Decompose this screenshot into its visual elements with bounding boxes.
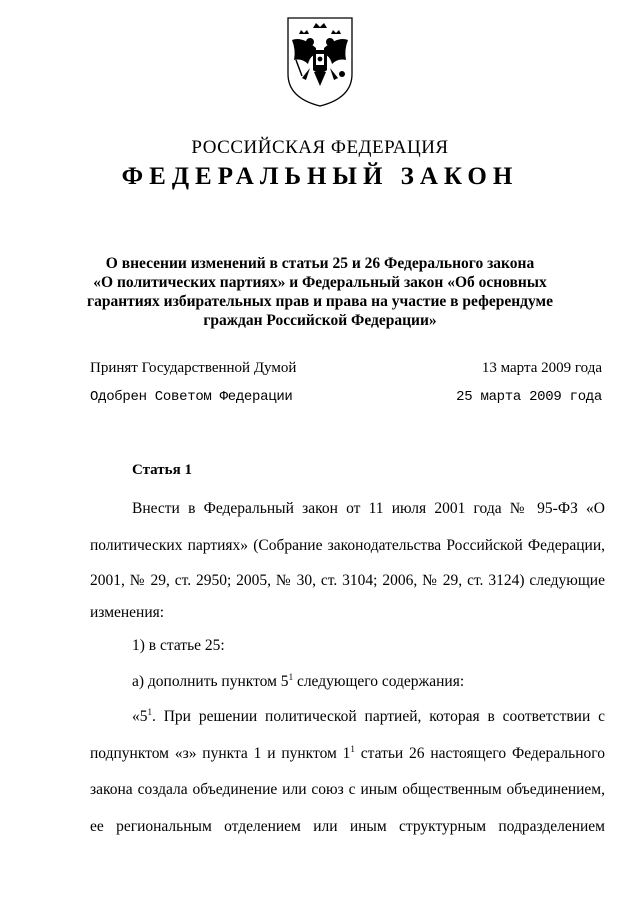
text-fragment: а) дополнить пунктом 5: [132, 673, 289, 690]
list-item: [132, 673, 605, 691]
paragraph-line: политических партиях» (Собрание законодательства Российской Федерации,: [90, 537, 605, 554]
text-fragment: «5: [132, 708, 148, 725]
law-title-line: «О политических партиях» и Федеральный закон «Об основных: [93, 274, 547, 291]
list-item: 1) в статье 25:: [132, 637, 225, 654]
paragraph-line: изменения:: [90, 604, 165, 621]
law-title-line: гарантиях избирательных прав и права на участие в референдуме: [87, 293, 553, 310]
duma-adoption-label: Принят Государственной Думой: [90, 360, 297, 376]
council-approval-label: Одобрен Советом Федерации: [90, 389, 293, 405]
law-title-line: О внесении изменений в статьи 25 и 26 Федерального закона: [105, 255, 535, 272]
paragraph-line: 2001, № 29, ст. 2950; 2005, № 30, ст. 3104; 2006, № 29, ст. 3124) следующие: [90, 572, 605, 589]
paragraph-line: закона создала объединение или союз с иным общественным объединением,: [90, 781, 605, 798]
law-title-line: граждан Российской Федерации»: [203, 312, 437, 329]
duma-adoption-date: 13 марта 2009 года: [481, 360, 602, 376]
paragraph-line: ее региональным отделением или иным структурным подразделением: [90, 818, 605, 835]
superscript: 1: [288, 671, 294, 682]
law-title: [80, 254, 560, 330]
paragraph-line: Внести в Федеральный закон от 11 июля 2001 года № 95-ФЗ «О: [132, 500, 605, 517]
text-fragment: . При решении политической партией, которая в соответствии с: [152, 708, 605, 725]
council-approval-date: 25 марта 2009 года: [456, 389, 602, 405]
text-fragment: подпунктом «з» пункта 1 и пунктом 1: [90, 745, 351, 762]
superscript: 1: [147, 706, 152, 717]
text-fragment: следующего содержания:: [293, 673, 465, 690]
article-heading: Статья 1: [132, 462, 192, 478]
adoption-row-council: [90, 389, 602, 405]
adoption-row-duma: [90, 360, 602, 377]
paragraph-line: [132, 708, 605, 726]
text-fragment: статьи 26 настоящего Федерального: [354, 745, 605, 762]
russian-coat-of-arms-icon: [282, 14, 358, 110]
country-name: РОССИЙСКАЯ ФЕДЕРАЦИЯ: [191, 137, 449, 158]
superscript: 1: [350, 743, 355, 754]
paragraph-line: [90, 745, 605, 763]
document-type: ФЕДЕРАЛЬНЫЙ ЗАКОН: [121, 163, 519, 190]
